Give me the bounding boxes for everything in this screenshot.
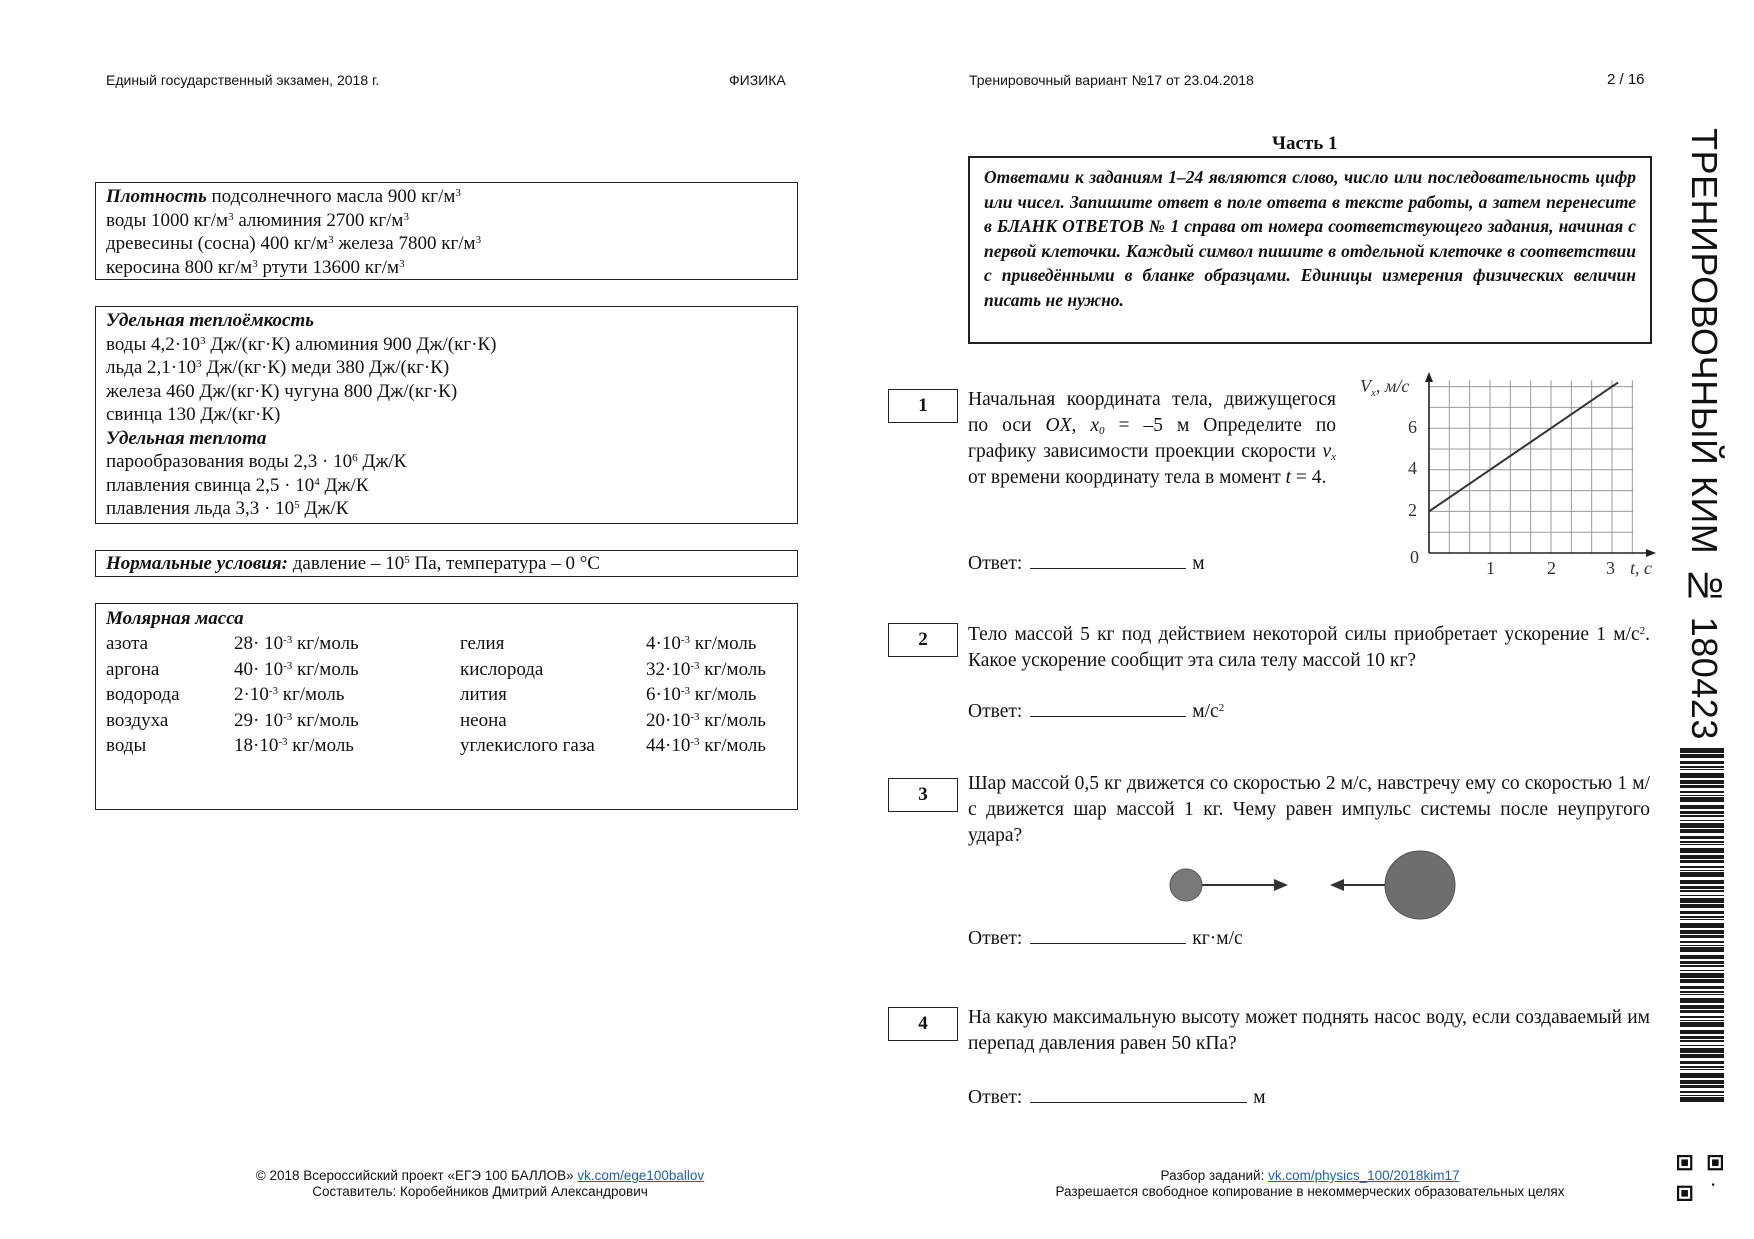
specific-heat-line: [106, 497, 787, 521]
header-exam-title: Единый государственный экзамен, 2018 г.: [106, 72, 380, 88]
normal-conditions-line: [106, 551, 787, 576]
heat-exp: 4: [314, 475, 320, 488]
substance-name: кислорода: [460, 658, 544, 680]
density-exp: 3: [403, 210, 409, 223]
heat-exp: 3: [196, 358, 202, 370]
velocity-time-graph: [1350, 370, 1670, 585]
footer-copyright: © 2018 Всероссийский проект «ЕГЭ 100 БАЛЛОВ»: [255, 1168, 578, 1183]
graph-grid: [1429, 380, 1633, 553]
part-title: Часть 1: [1272, 133, 1338, 154]
footer-link-physics100[interactable]: vk.com/physics_100/2018kim17: [1268, 1168, 1460, 1183]
q1-t: t: [1285, 467, 1292, 488]
y-tick-2: 2: [1408, 500, 1417, 520]
answer-field-3[interactable]: [1030, 925, 1186, 944]
x-axis-label: t, с: [1630, 558, 1652, 578]
q1-text: = 4.: [1291, 467, 1327, 488]
y-tick-6: 6: [1408, 417, 1417, 437]
heat-text: Дж/К: [299, 498, 349, 519]
molar-value: $29\cdot 10^{-3}$ кг/моль: [234, 709, 359, 731]
molar-mass-row: [106, 682, 787, 708]
heat-text: парообразования воды 2,3 · 10: [106, 451, 353, 472]
substance-name: лития: [460, 684, 507, 705]
molar-value: $28\cdot 10^{-3}$ кг/моль: [234, 633, 359, 654]
density-line: [106, 232, 787, 256]
q1-axis: OX: [1045, 415, 1072, 436]
substance-name: водорода: [106, 684, 180, 705]
question-number-4: 4: [888, 1007, 958, 1041]
q2-exp: 2: [1639, 625, 1646, 637]
footer-left-line1: [180, 1168, 780, 1184]
x-tick-3: 3: [1606, 558, 1615, 578]
answer-label: Ответ:: [968, 701, 1023, 722]
q1-text: = –5 м Определите по графику зависимости проекции скорости: [968, 415, 1337, 462]
footer-review-label: Разбор заданий:: [1160, 1168, 1269, 1183]
density-exp: 3: [228, 210, 234, 223]
y-axis-arrow-icon: [1425, 372, 1433, 382]
question-number-1: 1: [888, 389, 958, 423]
answer-row-3: [968, 925, 1243, 950]
question-1-text: [968, 387, 1336, 491]
header-subject: ФИЗИКА: [729, 72, 786, 88]
y-axis-label: $V_x$, м/с: [1360, 376, 1410, 399]
q1-v: v: [1322, 441, 1332, 462]
substance-name: неона: [460, 709, 507, 731]
heat-box: [95, 306, 798, 524]
density-exp: 3: [475, 234, 482, 246]
small-ball-icon: [1170, 869, 1202, 901]
large-ball-icon: [1385, 851, 1455, 919]
q2-text: Тело массой 5 кг под действием некоторой силы приобретает ускорение 1 м/с: [968, 624, 1640, 645]
specific-heat-title: Удельная теплота: [106, 427, 267, 449]
q1-text: от времени координату тела в момент: [968, 467, 1286, 488]
question-3-text: Шар массой 0,5 кг движется со скоростью 2 м/с, навстречу ему со скоростью 1 м/с движется шар массой 1 кг. Чему равен импульс системы после неупругого удара?: [968, 773, 1650, 846]
question-4-text: На какую максимальную высоту может поднять насос воду, если создаваемый им перепад давления равен 50 кПа?: [968, 1007, 1650, 1054]
velocity-line: [1429, 382, 1618, 511]
heat-exp: 5: [294, 499, 300, 511]
heat-text: Дж/(кг·К) меди 380 Дж/(кг·К): [201, 357, 450, 378]
density-exp: 3: [455, 187, 461, 199]
collision-figure: [1160, 848, 1460, 928]
x-tick-2: 2: [1547, 558, 1556, 578]
footer-license: Разрешается свободное копирование в некоммерческих образовательных целях: [1055, 1184, 1565, 1199]
substance-name: воды: [106, 735, 147, 756]
x-axis-arrow-icon: [1646, 549, 1656, 557]
answer-unit: кг·м/с: [1192, 928, 1243, 949]
molar-mass-title: Молярная масса: [106, 608, 244, 629]
molar-mass-row: [106, 733, 787, 759]
footer-link-ege100ballov[interactable]: vk.com/ege100ballov: [577, 1168, 705, 1183]
specific-heat-line: [106, 450, 787, 474]
density-box: [95, 182, 798, 280]
heat-capacity-title: Удельная теплоёмкость: [106, 310, 314, 331]
molar-value: $32\cdot 10^{-3}$ кг/моль: [646, 658, 766, 680]
answer-unit-exp: 2: [1218, 702, 1225, 714]
q1-text: Начальная координата тела, движущегося по оси: [968, 389, 1336, 436]
density-line: [106, 185, 787, 209]
answer-label: Ответ:: [968, 928, 1023, 949]
header-variant: Тренировочный вариант №17 от 23.04.2018: [969, 72, 1254, 88]
qr-code-icon: [1677, 1155, 1723, 1201]
header-page-number: 2 / 16: [1607, 71, 1645, 88]
density-line: [106, 256, 787, 280]
answer-field-2[interactable]: [1030, 698, 1186, 717]
molar-value: $4\cdot 10^{-3}$ кг/моль: [646, 633, 757, 654]
barcode-icon: [1680, 748, 1728, 1102]
question-2-text: [968, 622, 1650, 674]
substance-name: воздуха: [106, 709, 169, 731]
heat-text: Дж/К: [357, 451, 407, 472]
density-text: подсолнечного масла 900 кг/м: [206, 186, 456, 207]
answer-label: Ответ:: [968, 1087, 1023, 1108]
x-tick-1: 1: [1486, 558, 1495, 578]
normal-conditions-text: Па, температура – 0 °С: [409, 553, 600, 574]
normal-conditions-text: давление – 10: [287, 553, 405, 574]
molar-mass-row: [106, 708, 787, 734]
heat-capacity-line: свинца 130 Дж/(кг·К): [106, 404, 281, 425]
density-text: железа 7800 кг/м: [333, 233, 476, 254]
answer-field-1[interactable]: [1030, 550, 1186, 569]
answer-row-4: [968, 1084, 1266, 1109]
answer-row-2: [968, 698, 1224, 723]
substance-name: аргона: [106, 658, 160, 680]
molar-mass-row: [106, 657, 787, 683]
instructions-box: Ответами к заданиям 1–24 являются слово, число или последовательность цифр или чисел. Запишите ответ в поле ответа в тексте работы, а затем перенесите в БЛАНК ОТВЕТОВ № 1 справа от номера соответствующего задания, начиная с первой клеточки. Каждый символ пишите в отдельной клеточке в соответствии с приведёнными в бланке образцами. Единицы измерения физических величин писать не нужно.: [968, 156, 1652, 344]
molar-value: $40\cdot 10^{-3}$ кг/моль: [234, 658, 359, 680]
x-tick-0: 0: [1410, 547, 1419, 567]
answer-field-4[interactable]: [1030, 1084, 1247, 1103]
footer-author: Составитель: Коробейников Дмитрий Александрович: [312, 1184, 648, 1199]
heat-text: Дж/(кг·К) алюминия 900 Дж/(кг·К): [205, 333, 497, 355]
substance-name: гелия: [460, 633, 505, 654]
question-number-2: 2: [888, 623, 958, 657]
y-tick-4: 4: [1408, 458, 1417, 478]
q1-text: ,: [1071, 415, 1091, 436]
density-title: Плотность: [106, 186, 207, 207]
molar-value: $18\cdot 10^{-3}$ кг/моль: [234, 735, 354, 756]
right-arrow-icon: [1274, 879, 1288, 891]
heat-text: плавления льда 3,3 · 10: [106, 498, 295, 519]
heat-text: плавления свинца 2,5 · 10: [106, 474, 315, 496]
q1-v-sub: x: [1331, 451, 1336, 463]
molar-value: $6\cdot 10^{-3}$ кг/моль: [646, 684, 757, 705]
normal-conditions-title: Нормальные условия:: [106, 553, 288, 574]
answer-unit: м/с: [1192, 701, 1219, 722]
density-line: [106, 209, 787, 233]
heat-capacity-line: [106, 333, 787, 357]
footer-left: [180, 1168, 780, 1200]
normal-conditions-exp: 5: [404, 554, 410, 566]
heat-text: воды 4,2·10: [106, 333, 201, 355]
density-text: древесины (сосна) 400 кг/м: [106, 233, 329, 254]
density-text: воды 1000 кг/м: [106, 209, 229, 231]
density-text: ртути 13600 кг/м: [257, 256, 400, 278]
molar-mass-table: [106, 631, 787, 759]
normal-conditions-box: [95, 550, 798, 577]
q2-text: . Какое ускорение сообщит эта сила телу массой 10 кг?: [968, 624, 1650, 671]
density-text: алюминия 2700 кг/м: [233, 209, 404, 231]
specific-heat-line: [106, 474, 787, 498]
answer-row-1: [968, 550, 1205, 575]
question-number-3: 3: [888, 778, 958, 812]
molar-value: $2\cdot 10^{-3}$ кг/моль: [234, 684, 345, 705]
molar-mass-row: [106, 631, 787, 657]
footer-right-line1: [990, 1168, 1630, 1184]
density-text: керосина 800 кг/м: [106, 256, 253, 278]
answer-unit: м: [1192, 553, 1205, 574]
q1-x0: x: [1090, 415, 1099, 436]
answer-label: Ответ:: [968, 553, 1023, 574]
density-exp: 3: [252, 257, 258, 270]
heat-text: Дж/К: [319, 474, 369, 496]
substance-name: углекислого газа: [460, 735, 595, 756]
heat-exp: 6: [352, 452, 358, 464]
heat-text: льда 2,1·10: [106, 357, 197, 378]
q1-x0-sub: 0: [1099, 425, 1105, 437]
molar-value: $20\cdot 10^{-3}$ кг/моль: [646, 709, 766, 731]
density-exp: 3: [399, 257, 405, 270]
substance-name: азота: [106, 633, 149, 654]
footer-right: [990, 1168, 1630, 1200]
heat-capacity-line: [106, 356, 787, 380]
heat-capacity-line: железа 460 Дж/(кг·К) чугуна 800 Дж/(кг·К): [106, 380, 458, 402]
density-exp: 3: [328, 234, 334, 246]
answer-unit: м: [1253, 1087, 1266, 1108]
heat-exp: 3: [200, 334, 206, 347]
molar-value: $44\cdot 10^{-3}$ кг/моль: [646, 735, 766, 756]
molar-mass-box: [95, 603, 798, 810]
vertical-kim-title: ТРЕНИРОВОЧНЫЙ КИМ № 180423: [1684, 128, 1725, 740]
